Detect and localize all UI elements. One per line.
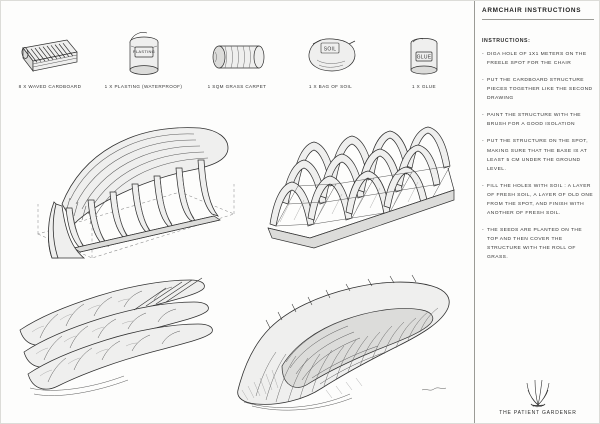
instruction-text: DIGA HOLE OF 1X1 METERS ON THE FREELE SPOT FOR THE CHAIR [487, 52, 587, 67]
assembled-waffle-structure-drawing [258, 126, 470, 266]
material-item [100, 22, 188, 89]
cardboard-rib-structure-drawing [22, 108, 250, 268]
material-label: 1 X GLUE [412, 84, 436, 89]
bullet-dash: - [482, 113, 485, 119]
instruction-item [482, 226, 594, 262]
instruction-text: THE SEEDS ARE PLANTED ON THE TOP AND THEN COVER THE STRUCTURE WITH THE ROLL OF GRASS. [487, 227, 583, 261]
svg-text:GLUE: GLUE [416, 54, 432, 61]
instruction-item [482, 182, 594, 218]
instruction-text: FILL THE HOLES WITH SOIL : A LAYER OF FRESH SOIL, A LAYER OF OLD ONE FROM THE SPOT, AND FINISH WITH ANOTHER OF FRESH SOIL. [487, 183, 594, 216]
soil-bag-icon [287, 22, 375, 80]
cardboard-roll-icon [6, 22, 94, 80]
material-item [6, 22, 94, 89]
material-item [193, 22, 281, 89]
bullet-dash: - [482, 78, 485, 84]
page-title: ARMCHAIR INSTRUCTIONS [482, 7, 582, 14]
instruction-text: PAINT THE STRUCTURE WITH THE BRUSH FOR A GOOD ISOLATION [487, 113, 582, 128]
bullet-dash: - [482, 227, 485, 233]
bullet-dash: - [482, 139, 485, 145]
soil-filled-structure-drawing [14, 272, 224, 404]
glue-can-icon [380, 22, 468, 80]
material-item [380, 22, 468, 89]
svg-text:PLASTING: PLASTING [132, 49, 155, 54]
grass-roll-icon [193, 22, 281, 80]
instruction-item [482, 76, 594, 103]
material-label: 1 X PLASTING (WATERPROOF) [104, 84, 183, 89]
svg-text:SOIL: SOIL [323, 46, 336, 53]
instruction-text: PUT THE STRUCTURE ON THE SPOT, MAKING SURE THAT THE BASE IS AT LEAST 5 CM UNDER THE GROUND LEVEL. [487, 139, 588, 172]
grass-tuft-icon [515, 374, 561, 408]
material-label: 8 X WAVED CARDBOARD [18, 84, 82, 89]
finished-grass-armchair-drawing [226, 262, 470, 414]
bullet-dash: - [482, 52, 485, 57]
signature-block [475, 374, 600, 416]
materials-list [6, 22, 468, 106]
paint-can-icon [100, 22, 188, 80]
title-divider [482, 19, 594, 20]
instruction-item [482, 50, 594, 68]
material-label: 1 X BAG OF SOIL [308, 84, 353, 89]
instruction-item [482, 111, 594, 129]
notes-column [474, 0, 600, 424]
bullet-dash: - [482, 183, 485, 189]
instruction-text: PUT THE CARDBOARD STRUCTURE PIECES TOGETHER LIKE THE SECOND DRAWING [487, 78, 593, 102]
instructions-heading: INSTRUCTIONS: [482, 38, 531, 44]
instruction-item [482, 137, 594, 173]
material-label: 1 SQM GRASS CARPET [207, 84, 267, 89]
signature-text: THE PATIENT GARDENER [499, 410, 577, 416]
material-item [287, 22, 375, 89]
